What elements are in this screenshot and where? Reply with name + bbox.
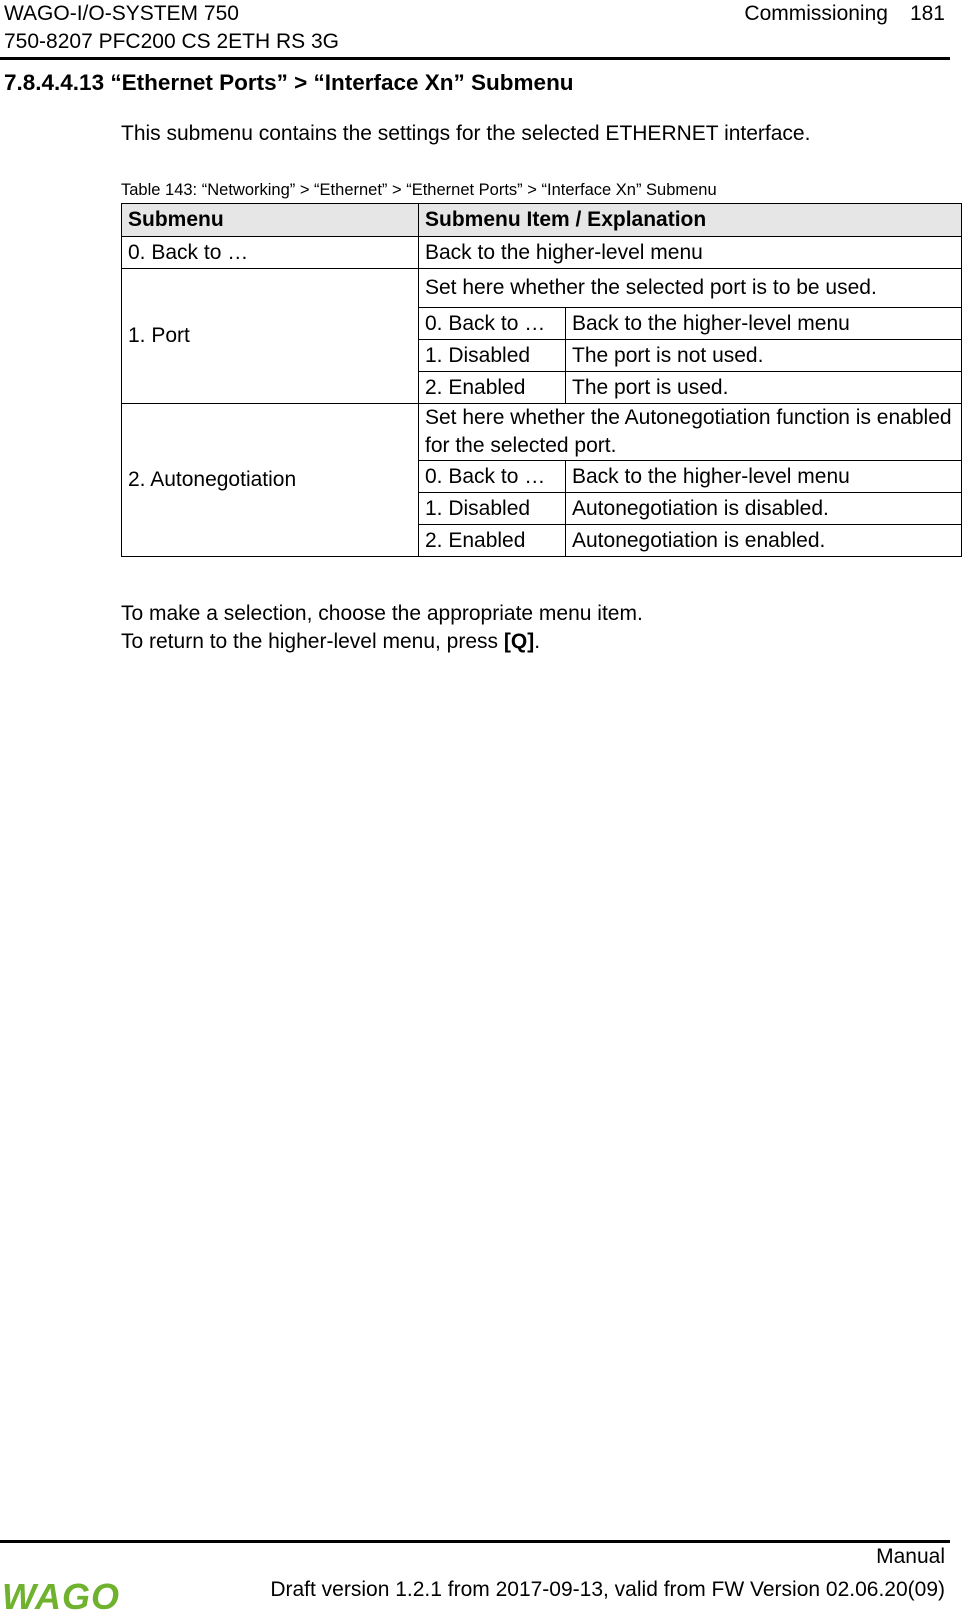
intro-paragraph: This submenu contains the settings for the selected ETHERNET interface.	[121, 122, 811, 145]
table-header-row	[122, 204, 962, 237]
table-row	[122, 269, 962, 308]
header-model: 750-8207 PFC200 CS 2ETH RS 3G	[4, 30, 339, 53]
header-section: Commissioning	[744, 2, 888, 25]
item-cell: 2. Enabled	[419, 525, 566, 557]
explanation-cell: Autonegotiation is disabled.	[566, 493, 962, 525]
explanation-cell: The port is used.	[566, 372, 962, 404]
explanation-cell: Back to the higher-level menu	[419, 237, 962, 269]
item-cell: 0. Back to …	[419, 308, 566, 340]
closing-line-2-text: To return to the higher-level menu, press	[121, 630, 504, 653]
submenu-cell: 1. Port	[122, 269, 419, 404]
running-header-left	[4, 0, 339, 56]
closing-line-2-end: .	[534, 630, 541, 653]
item-cell: 2. Enabled	[419, 372, 566, 404]
submenu-cell: 0. Back to …	[122, 237, 419, 269]
column-header-submenu: Submenu	[122, 204, 419, 237]
item-cell: 1. Disabled	[419, 493, 566, 525]
closing-paragraph	[121, 600, 643, 656]
closing-line-2	[121, 628, 643, 656]
column-header-explanation: Submenu Item / Explanation	[419, 204, 962, 237]
description-cell: Set here whether the Autonegotiation function is enabled for the selected port.	[419, 404, 962, 461]
item-cell: 0. Back to …	[419, 461, 566, 493]
submenu-cell: 2. Autonegotiation	[122, 404, 419, 557]
item-cell: 1. Disabled	[419, 340, 566, 372]
description-cell: Set here whether the selected port is to be used.	[419, 269, 962, 308]
key-q: [Q]	[503, 630, 535, 653]
wago-logo	[2, 1578, 122, 1616]
section-title: 7.8.4.4.13 “Ethernet Ports” > “Interface Xn” Submenu	[4, 70, 574, 95]
wago-logo-text: WAGO	[2, 1576, 120, 1617]
running-header-right	[744, 0, 945, 28]
explanation-cell: Back to the higher-level menu	[566, 308, 962, 340]
page-number: 181	[909, 2, 945, 25]
header-rule	[0, 57, 950, 60]
table-caption: Table 143: “Networking” > “Ethernet” > “Ethernet Ports” > “Interface Xn” Submenu	[121, 181, 717, 199]
table-row	[122, 404, 962, 461]
explanation-cell: Back to the higher-level menu	[566, 461, 962, 493]
footer-rule	[0, 1540, 950, 1543]
footer-draft-version: Draft version 1.2.1 from 2017-09-13, valid from FW Version 02.06.20(09)	[270, 1578, 945, 1601]
explanation-cell: The port is not used.	[566, 340, 962, 372]
footer-manual: Manual	[876, 1545, 945, 1568]
table-row	[122, 237, 962, 269]
submenu-table	[121, 203, 962, 557]
header-product: WAGO-I/O-SYSTEM 750	[4, 2, 239, 25]
explanation-cell: Autonegotiation is enabled.	[566, 525, 962, 557]
closing-line-1: To make a selection, choose the appropriate menu item.	[121, 602, 643, 625]
